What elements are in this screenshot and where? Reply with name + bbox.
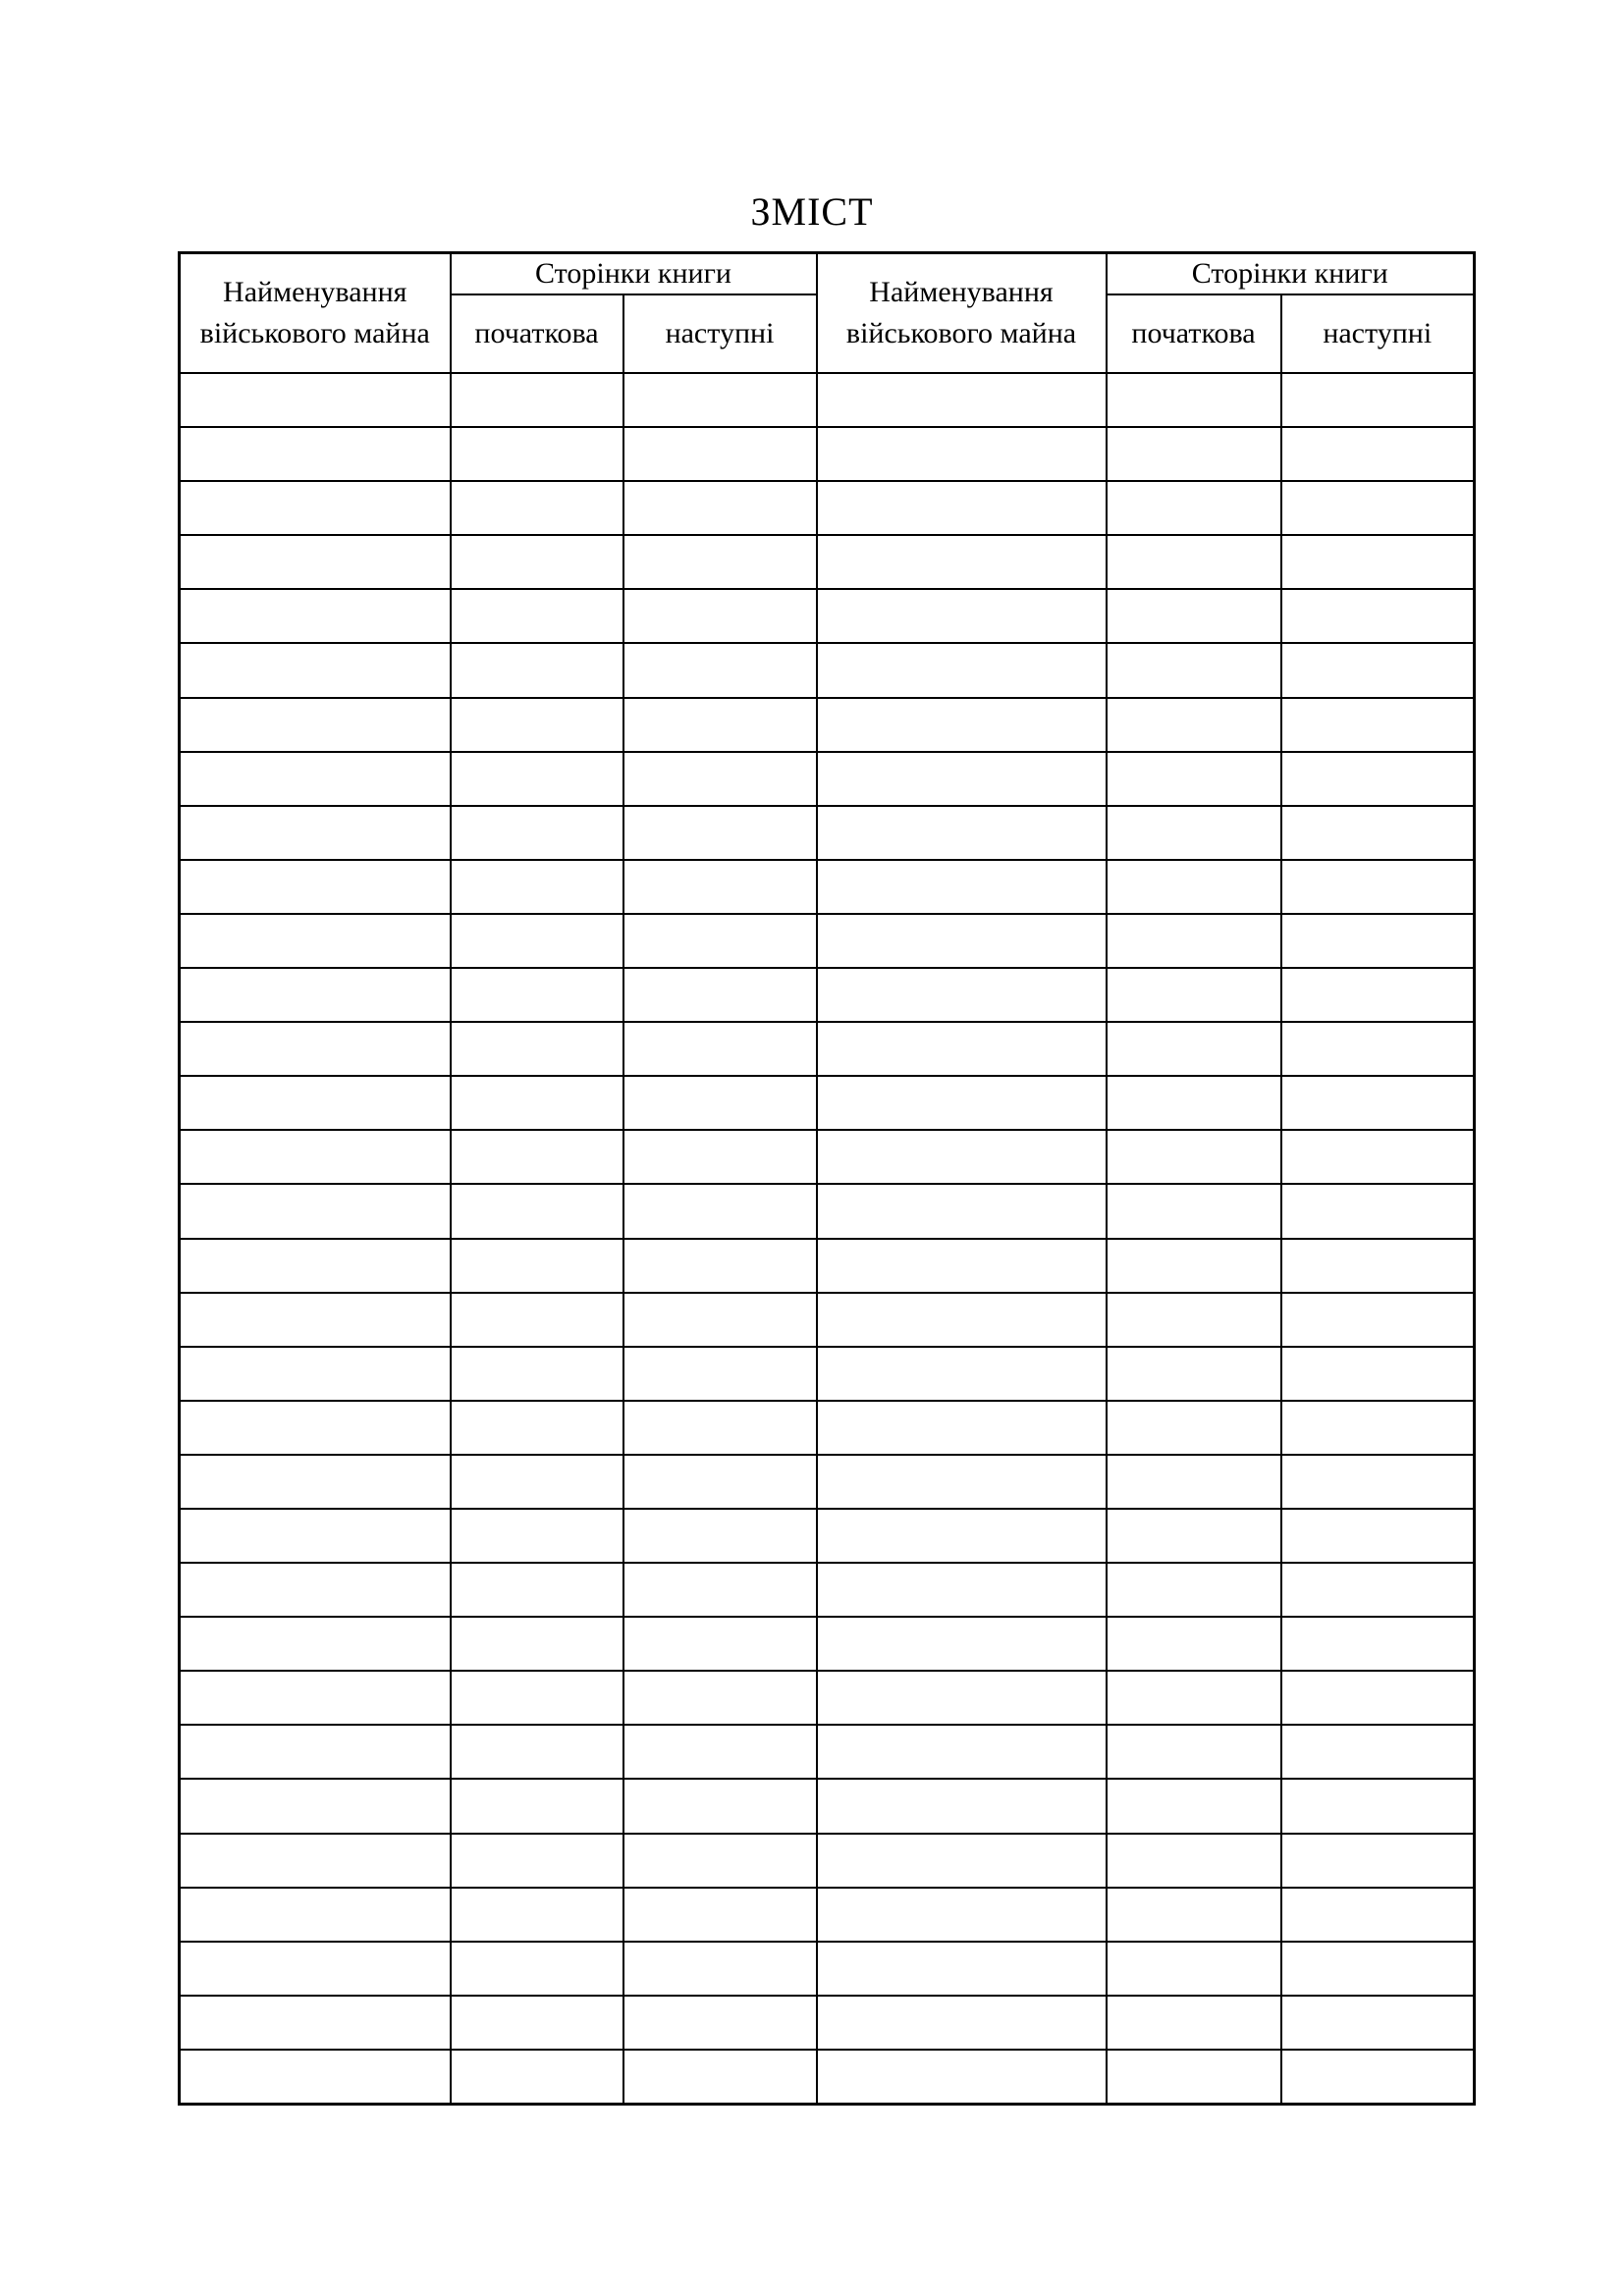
table-cell-empty [1107,1130,1281,1184]
table-cell-empty [1107,535,1281,589]
table-cell-empty [817,1834,1107,1888]
table-cell-empty [1281,1779,1475,1833]
table-cell-empty [451,2050,623,2105]
table-cell-empty [623,1942,817,1996]
table-cell-empty [623,1076,817,1130]
table-row [180,806,1475,860]
table-row [180,1347,1475,1401]
table-cell-empty [1107,1347,1281,1401]
table-cell-empty [180,1563,451,1617]
table-cell-empty [1281,481,1475,535]
table-cell-empty [623,860,817,914]
table-cell-empty [817,1888,1107,1942]
table-cell-empty [180,698,451,752]
table-cell-empty [1107,1617,1281,1671]
table-cell-empty [1281,1455,1475,1509]
table-cell-empty [817,1184,1107,1238]
table-cell-empty [180,1888,451,1942]
table-cell-empty [180,2050,451,2105]
table-cell-empty [623,1671,817,1725]
table-cell-empty [451,1347,623,1401]
table-cell-empty [623,1130,817,1184]
table-row [180,589,1475,643]
table-cell-empty [451,968,623,1022]
table-cell-empty [1107,1076,1281,1130]
table-cell-empty [623,914,817,968]
table-cell-empty [180,806,451,860]
table-cell-empty [1281,1347,1475,1401]
table-cell-empty [623,1834,817,1888]
table-body [180,373,1475,2105]
table-cell-empty [1281,752,1475,806]
table-row [180,1022,1475,1076]
table-cell-empty [1107,698,1281,752]
table-cell-empty [623,1563,817,1617]
table-cell-empty [180,589,451,643]
table-cell-empty [1281,1130,1475,1184]
table-cell-empty [623,481,817,535]
table-row [180,535,1475,589]
table-cell-empty [451,1725,623,1779]
table-cell-empty [623,1455,817,1509]
table-cell-empty [623,373,817,427]
table-cell-empty [180,481,451,535]
table-cell-empty [180,1725,451,1779]
header-initial-page-right: початкова [1107,294,1281,373]
table-cell-empty [623,1293,817,1347]
table-cell-empty [817,1401,1107,1455]
table-cell-empty [623,1401,817,1455]
table-cell-empty [1107,1671,1281,1725]
table-cell-empty [1107,373,1281,427]
table-cell-empty [1281,1401,1475,1455]
table-row [180,481,1475,535]
table-cell-empty [817,373,1107,427]
table-cell-empty [180,752,451,806]
table-row [180,914,1475,968]
table-cell-empty [451,427,623,481]
table-cell-empty [1281,1239,1475,1293]
table-cell-empty [451,914,623,968]
table-cell-empty [451,1455,623,1509]
table-cell-empty [180,968,451,1022]
table-cell-empty [451,1834,623,1888]
table-cell-empty [180,1455,451,1509]
table-cell-empty [623,1022,817,1076]
table-cell-empty [817,968,1107,1022]
table-cell-empty [1107,1725,1281,1779]
table-cell-empty [180,1184,451,1238]
table-cell-empty [817,1996,1107,2050]
table-row [180,643,1475,697]
table-cell-empty [817,1239,1107,1293]
table-row [180,1239,1475,1293]
table-cell-empty [1281,427,1475,481]
table-cell-empty [1281,1996,1475,2050]
table-cell-empty [451,1779,623,1833]
table-cell-empty [1107,2050,1281,2105]
table-cell-empty [817,1293,1107,1347]
table-cell-empty [180,1401,451,1455]
table-cell-empty [180,1617,451,1671]
table-cell-empty [1107,1942,1281,1996]
table-cell-empty [451,1239,623,1293]
table-cell-empty [180,1671,451,1725]
table-cell-empty [1281,1293,1475,1347]
table-row [180,698,1475,752]
table-header [180,253,1475,374]
table-cell-empty [1281,1563,1475,1617]
table-row [180,1184,1475,1238]
table-cell-empty [1281,1184,1475,1238]
table-cell-empty [451,1076,623,1130]
table-cell-empty [1281,643,1475,697]
table-cell-empty [180,1022,451,1076]
table-cell-empty [623,643,817,697]
table-cell-empty [817,1779,1107,1833]
table-cell-empty [1107,1455,1281,1509]
table-cell-empty [817,1455,1107,1509]
table-cell-empty [451,1888,623,1942]
table-cell-empty [1281,1725,1475,1779]
table-row [180,1130,1475,1184]
table-cell-empty [1281,1888,1475,1942]
table-cell-empty [451,1942,623,1996]
table-cell-empty [1281,1942,1475,1996]
table-cell-empty [817,860,1107,914]
table-cell-empty [817,914,1107,968]
table-cell-empty [623,427,817,481]
table-cell-empty [817,1130,1107,1184]
table-cell-empty [451,1022,623,1076]
table-cell-empty [817,1942,1107,1996]
header-subsequent-pages-right: наступні [1281,294,1475,373]
table-cell-empty [180,914,451,968]
table-cell-empty [180,1347,451,1401]
table-cell-empty [1281,1022,1475,1076]
header-initial-page-left: початкова [451,294,623,373]
table-cell-empty [817,806,1107,860]
table-cell-empty [451,589,623,643]
table-cell-empty [817,535,1107,589]
table-row [180,860,1475,914]
table-cell-empty [451,1130,623,1184]
table-cell-empty [817,1022,1107,1076]
table-cell-empty [180,535,451,589]
table-cell-empty [1281,806,1475,860]
table-cell-empty [451,752,623,806]
page-title: ЗМІСТ [750,189,874,234]
table-cell-empty [1107,1996,1281,2050]
table-cell-empty [817,1671,1107,1725]
table-cell-empty [623,1617,817,1671]
header-subsequent-pages-left: наступні [623,294,817,373]
table-cell-empty [451,1509,623,1563]
table-cell-empty [1281,860,1475,914]
table-row [180,1834,1475,1888]
table-cell-empty [817,752,1107,806]
table-cell-empty [1107,1834,1281,1888]
table-cell-empty [817,1076,1107,1130]
table-row [180,1779,1475,1833]
table-cell-empty [451,481,623,535]
table-cell-empty [623,1184,817,1238]
table-cell-empty [817,589,1107,643]
table-cell-empty [1281,1076,1475,1130]
table-row [180,373,1475,427]
table-cell-empty [623,535,817,589]
table-cell-empty [451,535,623,589]
header-name-column-right: Найменування військового майна [817,253,1107,374]
table-cell-empty [817,1563,1107,1617]
table-cell-empty [817,698,1107,752]
table-cell-empty [817,643,1107,697]
table-cell-empty [1281,535,1475,589]
table-cell-empty [451,806,623,860]
table-row [180,1509,1475,1563]
table-cell-empty [1281,914,1475,968]
table-cell-empty [180,1996,451,2050]
table-row [180,968,1475,1022]
table-cell-empty [1107,1293,1281,1347]
table-cell-empty [817,427,1107,481]
table-cell-empty [1281,589,1475,643]
table-cell-empty [180,1293,451,1347]
header-name-column-left: Найменування військового майна [180,253,451,374]
table-row [180,427,1475,481]
contents-table [178,251,1476,2106]
table-cell-empty [180,373,451,427]
table-cell-empty [1281,698,1475,752]
table-cell-empty [1107,860,1281,914]
table-cell-empty [1107,1779,1281,1833]
header-row-top [180,253,1475,295]
table-cell-empty [817,481,1107,535]
table-row [180,1888,1475,1942]
table-cell-empty [451,1293,623,1347]
table-row [180,1671,1475,1725]
table-cell-empty [1107,427,1281,481]
table-cell-empty [180,1076,451,1130]
table-cell-empty [817,1509,1107,1563]
table-cell-empty [451,1563,623,1617]
table-cell-empty [1281,373,1475,427]
table-row [180,1563,1475,1617]
table-cell-empty [1107,1509,1281,1563]
table-cell-empty [623,698,817,752]
table-cell-empty [1107,752,1281,806]
table-cell-empty [623,752,817,806]
table-cell-empty [623,968,817,1022]
table-cell-empty [623,806,817,860]
table-cell-empty [623,1239,817,1293]
table-cell-empty [623,1779,817,1833]
table-cell-empty [1107,1888,1281,1942]
table-cell-empty [180,1509,451,1563]
table-cell-empty [451,1617,623,1671]
table-cell-empty [1107,806,1281,860]
table-row [180,1455,1475,1509]
table-row [180,1076,1475,1130]
table-cell-empty [180,1942,451,1996]
table-cell-empty [1107,968,1281,1022]
table-cell-empty [180,1834,451,1888]
header-pages-group-left: Сторінки книги [451,253,817,295]
table-cell-empty [1107,1563,1281,1617]
table-cell-empty [180,1130,451,1184]
table-cell-empty [623,1888,817,1942]
table-cell-empty [817,1725,1107,1779]
table-cell-empty [1107,1239,1281,1293]
table-cell-empty [1107,914,1281,968]
table-cell-empty [451,1184,623,1238]
table-row [180,1401,1475,1455]
table-cell-empty [451,643,623,697]
table-cell-empty [623,1725,817,1779]
table-cell-empty [451,698,623,752]
table-cell-empty [623,1509,817,1563]
table-cell-empty [451,860,623,914]
table-cell-empty [1107,1401,1281,1455]
table-cell-empty [1281,1834,1475,1888]
table-row [180,1942,1475,1996]
table-cell-empty [623,589,817,643]
table-row [180,1725,1475,1779]
table-cell-empty [817,2050,1107,2105]
table-cell-empty [1281,968,1475,1022]
table-cell-empty [817,1617,1107,1671]
table-row [180,752,1475,806]
table-cell-empty [1107,1184,1281,1238]
table-cell-empty [623,1996,817,2050]
table-cell-empty [451,1671,623,1725]
table-cell-empty [451,1996,623,2050]
table-row [180,1996,1475,2050]
table-cell-empty [817,1347,1107,1401]
table-cell-empty [180,1239,451,1293]
table-cell-empty [1107,1022,1281,1076]
table-cell-empty [623,2050,817,2105]
table-cell-empty [451,373,623,427]
table-cell-empty [1107,481,1281,535]
table-cell-empty [1281,1617,1475,1671]
table-cell-empty [623,1347,817,1401]
table-row [180,1617,1475,1671]
table-cell-empty [1281,2050,1475,2105]
table-cell-empty [1281,1671,1475,1725]
header-pages-group-right: Сторінки книги [1107,253,1475,295]
table-row [180,2050,1475,2105]
table-cell-empty [180,643,451,697]
table-cell-empty [451,1401,623,1455]
table-cell-empty [180,860,451,914]
table-cell-empty [1281,1509,1475,1563]
table-row [180,1293,1475,1347]
table-cell-empty [180,427,451,481]
table-cell-empty [1107,643,1281,697]
table-cell-empty [1107,589,1281,643]
table-cell-empty [180,1779,451,1833]
